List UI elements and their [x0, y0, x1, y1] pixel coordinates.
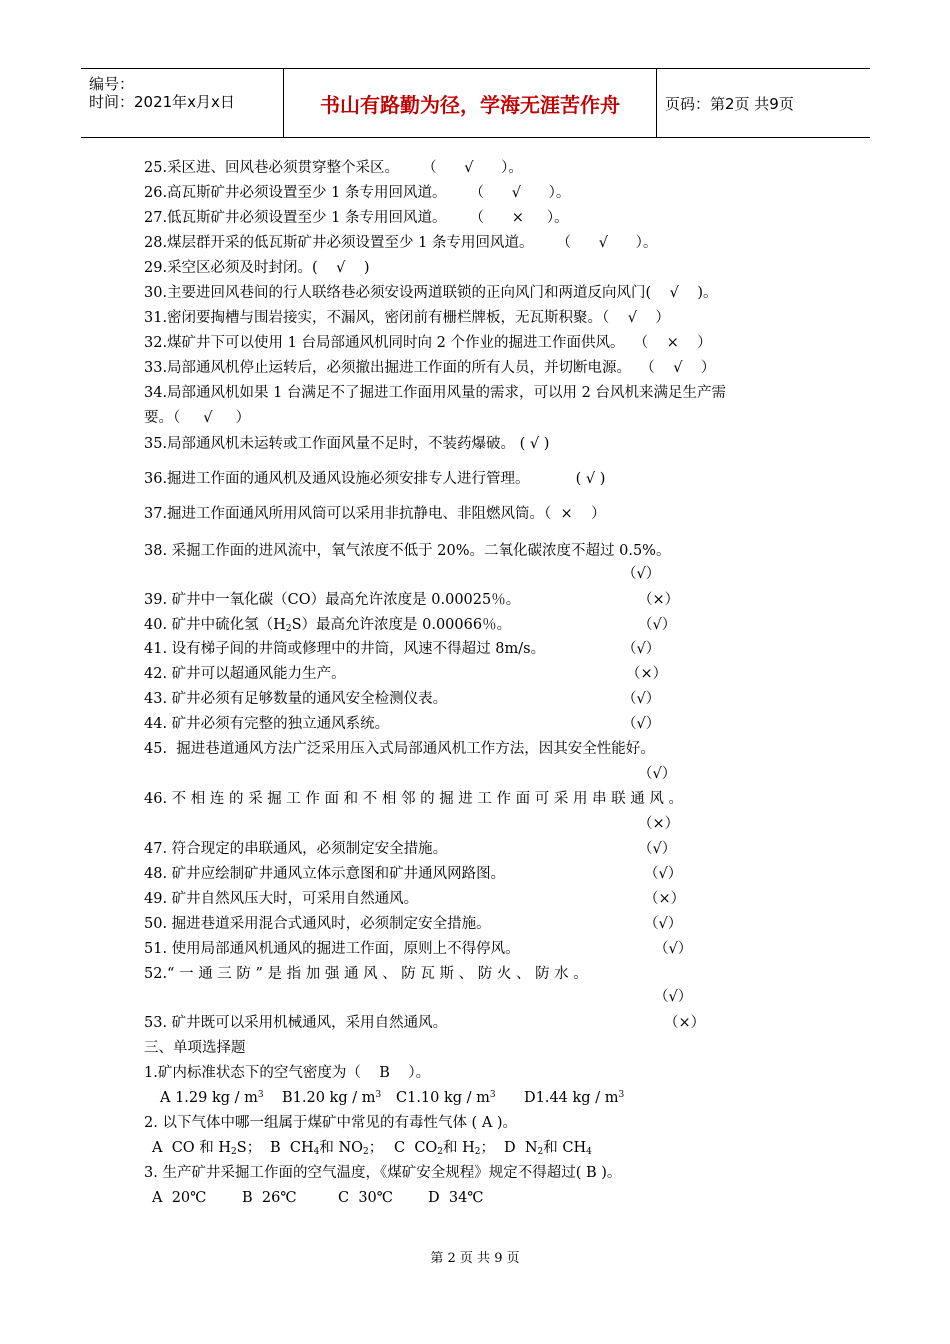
section-title-single-choice: 三、单项选择题	[144, 1040, 246, 1056]
answer-47: （√）	[638, 841, 677, 857]
question-39: 39. 矿井中一氧化碳（CO）最高允许浓度是 0.00025％。	[144, 592, 521, 608]
page-footer: 第 2 页 共 9 页	[430, 1251, 520, 1266]
answer-39: （×）	[638, 592, 680, 608]
question-45: 45. 掘进巷道通风方法广泛采用压入式局部通风机工作方法，因其安全性能好。	[144, 741, 655, 757]
question-52: 52.“ 一 通 三 防 ” 是 指 加 强 通 风 、 防 瓦 斯 、 防 火 、 防 水 。	[144, 966, 588, 982]
answer-50: （√）	[644, 916, 683, 932]
time-label: 时间：2021年x月x日	[89, 93, 235, 111]
question-50: 50. 掘进巷道采用混合式通风时，必须制定安全措施。	[144, 916, 491, 932]
choice-3-option-c: C 30℃	[338, 1190, 393, 1206]
question-48: 48. 矿井应绘制矿井通风立体示意图和矿井通风网路图。	[144, 866, 506, 882]
question-41: 41. 设有梯子间的井筒或修理中的井筒，风速不得超过 8m/s。	[144, 641, 546, 657]
question-33: 33.局部通风机停止运转后，必须撤出掘进工作面的所有人员，并切断电源。 （ √ ）	[144, 360, 716, 376]
question-51: 51. 使用局部通风机通风的掘进工作面，原则上不得停风。	[144, 941, 520, 957]
question-46: 46. 不 相 连 的 采 掘 工 作 面 和 不 相 邻 的 掘 进 工 作 面 可 采 用 串 联 通 风 。	[144, 791, 684, 807]
choice-1-option-d: D1.44 kg / $m^3$	[524, 1090, 625, 1106]
choice-question-1: 1.矿内标准状态下的空气密度为（ B ）。	[144, 1065, 431, 1081]
header-meta	[81, 69, 284, 137]
answer-44: （√）	[622, 716, 661, 732]
choice-2-option-a: A CO 和 $H_2S$；	[152, 1140, 262, 1157]
answer-51: （√）	[654, 941, 693, 957]
question-25: 25.采区进、回风巷必须贯穿整个采区。 （ √ ）。	[144, 160, 523, 176]
choice-3-option-a: A 20℃	[152, 1190, 207, 1206]
question-53: 53. 矿井既可以采用机械通风，采用自然通风。	[144, 1015, 448, 1031]
question-30: 30.主要进回风巷间的行人联络巷必须安设两道联锁的正向风门和两道反向风门( √ )。	[144, 285, 718, 301]
question-32: 32.煤矿井下可以使用 1 台局部通风机同时向 2 个作业的掘进工作面供风。 （ × ）	[144, 335, 712, 351]
question-43: 43. 矿井必须有足够数量的通风安全检测仪表。	[144, 691, 448, 707]
question-44: 44. 矿井必须有完整的独立通风系统。	[144, 716, 390, 732]
choice-3-option-d: D 34℃	[428, 1190, 484, 1206]
question-29: 29.采空区必须及时封闭。( √ )	[144, 260, 370, 276]
answer-53: （×）	[664, 1015, 706, 1031]
choice-question-3: 3. 生产矿井采掘工作面的空气温度，《煤矿安全规程》规定不得超过( B )。	[144, 1165, 622, 1181]
question-49: 49. 矿井自然风压大时，可采用自然通风。	[144, 891, 419, 907]
choice-2-option-c: C $CO_2$和 $H_2$；	[394, 1140, 496, 1157]
question-38: 38. 采掘工作面的进风流中，氧气浓度不低于 20%。二氧化碳浓度不超过 0.5%。	[144, 543, 671, 559]
question-34-line2: 要。（ √ ）	[144, 410, 251, 426]
answer-41: （√）	[622, 641, 661, 657]
question-40: 40. 矿井中硫化氢$(H_2S)$最高允许浓度是 0.00066％。	[144, 617, 512, 634]
choice-question-2: 2. 以下气体中哪一组属于煤矿中常见的有毒性气体 ( A )。	[144, 1115, 518, 1131]
question-42: 42. 矿井可以超通风能力生产。	[144, 666, 346, 682]
header-page-info: 页码：第2页 共9页	[665, 94, 794, 113]
question-35: 35.局部通风机未运转或工作面风量不足时，不装药爆破。 ( √ )	[144, 436, 550, 452]
choice-1-option-b: B1.20 kg / $m^3$	[282, 1090, 382, 1106]
choice-3-option-b: B 26℃	[242, 1190, 297, 1206]
choice-1-option-a: A 1.29 kg / $m^3$	[160, 1090, 264, 1106]
answer-52: （√）	[654, 989, 693, 1005]
choice-1-option-c: C1.10 kg / $m^3$	[396, 1090, 496, 1106]
answer-49: （×）	[644, 891, 686, 907]
question-47: 47. 符合现定的串联通风，必须制定安全措施。	[144, 841, 448, 857]
header-motto: 书山有路勤为径，学海无涯苦作舟	[284, 69, 657, 137]
question-31: 31.密闭要掏槽与围岩接实，不漏风，密闭前有栅栏牌板，无瓦斯积聚。（ √ ）	[144, 310, 670, 326]
answer-43: （√）	[622, 691, 661, 707]
answer-48: （√）	[644, 866, 683, 882]
answer-45: （√）	[638, 766, 677, 782]
answer-42: （×）	[626, 666, 668, 682]
answer-38: （√）	[622, 566, 661, 582]
answer-46: （×）	[638, 816, 680, 832]
page-header	[81, 68, 870, 138]
choice-2-option-d: D $N_2$和 $CH_4$	[504, 1140, 592, 1157]
question-34-line1: 34.局部通风机如果 1 台满足不了掘进工作面用风量的需求，可以用 2 台风机来满足生产需	[144, 385, 726, 401]
number-label: 编号：	[89, 75, 135, 93]
question-28: 28.煤层群开采的低瓦斯矿井必须设置至少 1 条专用回风道。 （ √ ）。	[144, 235, 658, 251]
question-27: 27.低瓦斯矿井必须设置至少 1 条专用回风道。 （ × ）。	[144, 210, 569, 226]
question-36: 36.掘进工作面的通风机及通风设施必须安排专人进行管理。 ( √ )	[144, 471, 606, 487]
choice-2-option-b: B $CH_4$和 $NO_2$；	[270, 1140, 384, 1157]
answer-40: （√）	[638, 617, 677, 633]
question-37: 37.掘进工作面通风所用风筒可以采用非抗静电、非阻燃风筒。（ × ）	[144, 506, 606, 522]
question-26: 26.高瓦斯矿井必须设置至少 1 条专用回风道。 （ √ ）。	[144, 185, 571, 201]
